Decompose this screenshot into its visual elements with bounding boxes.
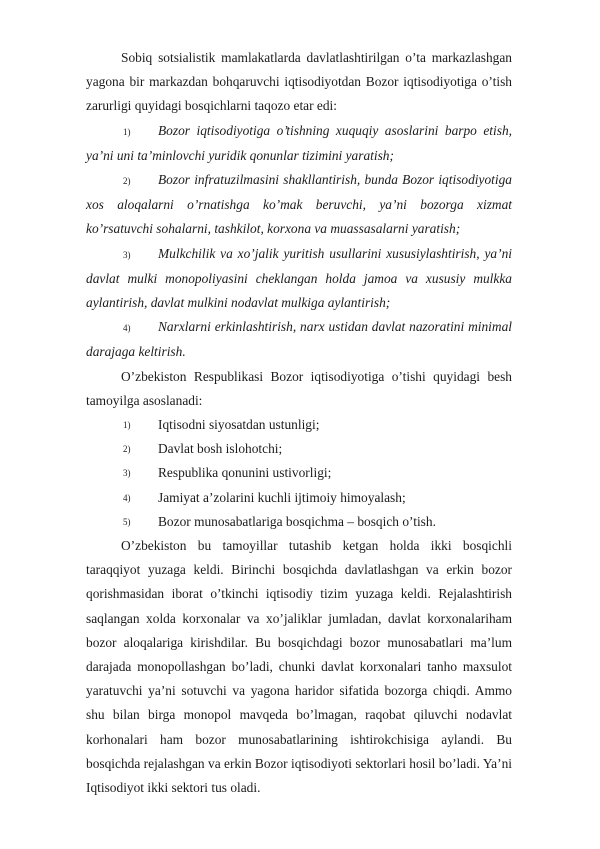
stage-item-2 bbox=[86, 168, 512, 242]
stage-text: Bozor infratuzilmasini shakllantirish, bunda Bozor iqtisodiyotiga xos aloqalarni o’rnatishga ko’mak beruvchi, ya’ni bozorga xizmat ko’rsatuvchi sohalarni, tashkilot, korxona va muassasalarni yaratish; bbox=[86, 172, 512, 237]
principle-text: Bozor munosabatlariga bosqichma – bosqich o’tish. bbox=[158, 513, 436, 529]
principle-item-2 bbox=[86, 437, 512, 461]
principle-item-1 bbox=[86, 413, 512, 437]
conclusion-paragraph: O’zbekiston bu tamoyillar tutashib ketgan holda ikki bosqichli taraqqiyot yuzaga keldi. Birinchi bosqichda davlatlashgan va erkin bozor qorishmasidan iborat o’tkinchi iqtisodiy tizim yuzaga keldi. Rejalashtirish saqlangan xolda korxonalar va xo’jaliklar jumladan, davlat korxonalariham bozor aloqalariga kirishdilar. Bu bosqichdagi bozor munosabatlari ma’lum darajada monopollashgan bo’ladi, chunki davlat korxonalari tanho maxsulot yaratuvchi ya’ni sotuvchi va yagona haridor sifatida bozorga chiqdi. Ammo shu bilan birga monopol mavqeda bo’lmagan, raqobat qiluvchi nodavlat korhonalari ham bozor munosabatlarining ishtirokchisiga aylandi. Bu bosqichda rejalashgan va erkin Bozor iqtisodiyoti sektorlari hosil bo’ladi. Ya’ni Iqtisodiyot ikki sektori tus oladi. bbox=[86, 538, 512, 796]
intro-paragraph: Sobiq sotsialistik mamlakatlarda davlatlashtirilgan o’ta markazlashgan yagona bir markazdan bohqaruvchi iqtisodiyotdan Bozor iqtisodiyotiga o’tish zarurligi quyidagi bosqichlarni taqozo etar edi: bbox=[86, 50, 512, 114]
principle-text: Davlat bosh islohotchi; bbox=[158, 441, 283, 457]
principle-number: 4) bbox=[123, 492, 131, 503]
principle-text: Respublika qonunini ustivorligi; bbox=[158, 465, 332, 481]
principle-number: 2) bbox=[123, 444, 131, 455]
principle-number: 5) bbox=[123, 516, 131, 527]
stage-number: 3) bbox=[123, 249, 131, 260]
principle-text: Iqtisodni siyosatdan ustunligi; bbox=[158, 417, 320, 433]
stage-text: Narxlarni erkinlashtirish, narx ustidan davlat nazoratini minimal darajaga keltirish. bbox=[86, 319, 512, 360]
principle-number: 3) bbox=[123, 468, 131, 479]
stage-text: Mulkchilik va xo’jalik yuritish usullarini xususiylashtirish, ya’ni davlat mulki monopoliyasini cheklangan holda jamoa va xususiy mulkka aylantirish, davlat mulkini nodavlat mulkiga aylantirish; bbox=[86, 245, 512, 311]
stage-text: Bozor iqtisodiyotiga o’tishning xuquqiy asoslarini barpo etish, ya’ni uni ta’minlovchi yuridik qonunlar tizimini yaratish; bbox=[86, 122, 512, 163]
principle-item-5 bbox=[86, 510, 512, 534]
principle-item-3 bbox=[86, 461, 512, 485]
document-body bbox=[86, 46, 512, 800]
stage-item-1 bbox=[86, 119, 512, 168]
principles-intro-paragraph: O’zbekiston Respublikasi Bozor iqtisodiyotiga o’tishi quyidagi besh tamoyilga asoslanadi: bbox=[86, 368, 512, 408]
stage-item-4 bbox=[86, 315, 512, 364]
stage-number: 1) bbox=[123, 126, 131, 137]
stage-item-3 bbox=[86, 242, 512, 316]
stage-number: 4) bbox=[123, 323, 131, 334]
stage-number: 2) bbox=[123, 176, 131, 187]
principle-text: Jamiyat a’zolarini kuchli ijtimoiy himoyalash; bbox=[158, 489, 406, 505]
principle-item-4 bbox=[86, 486, 512, 510]
principle-number: 1) bbox=[123, 420, 131, 431]
